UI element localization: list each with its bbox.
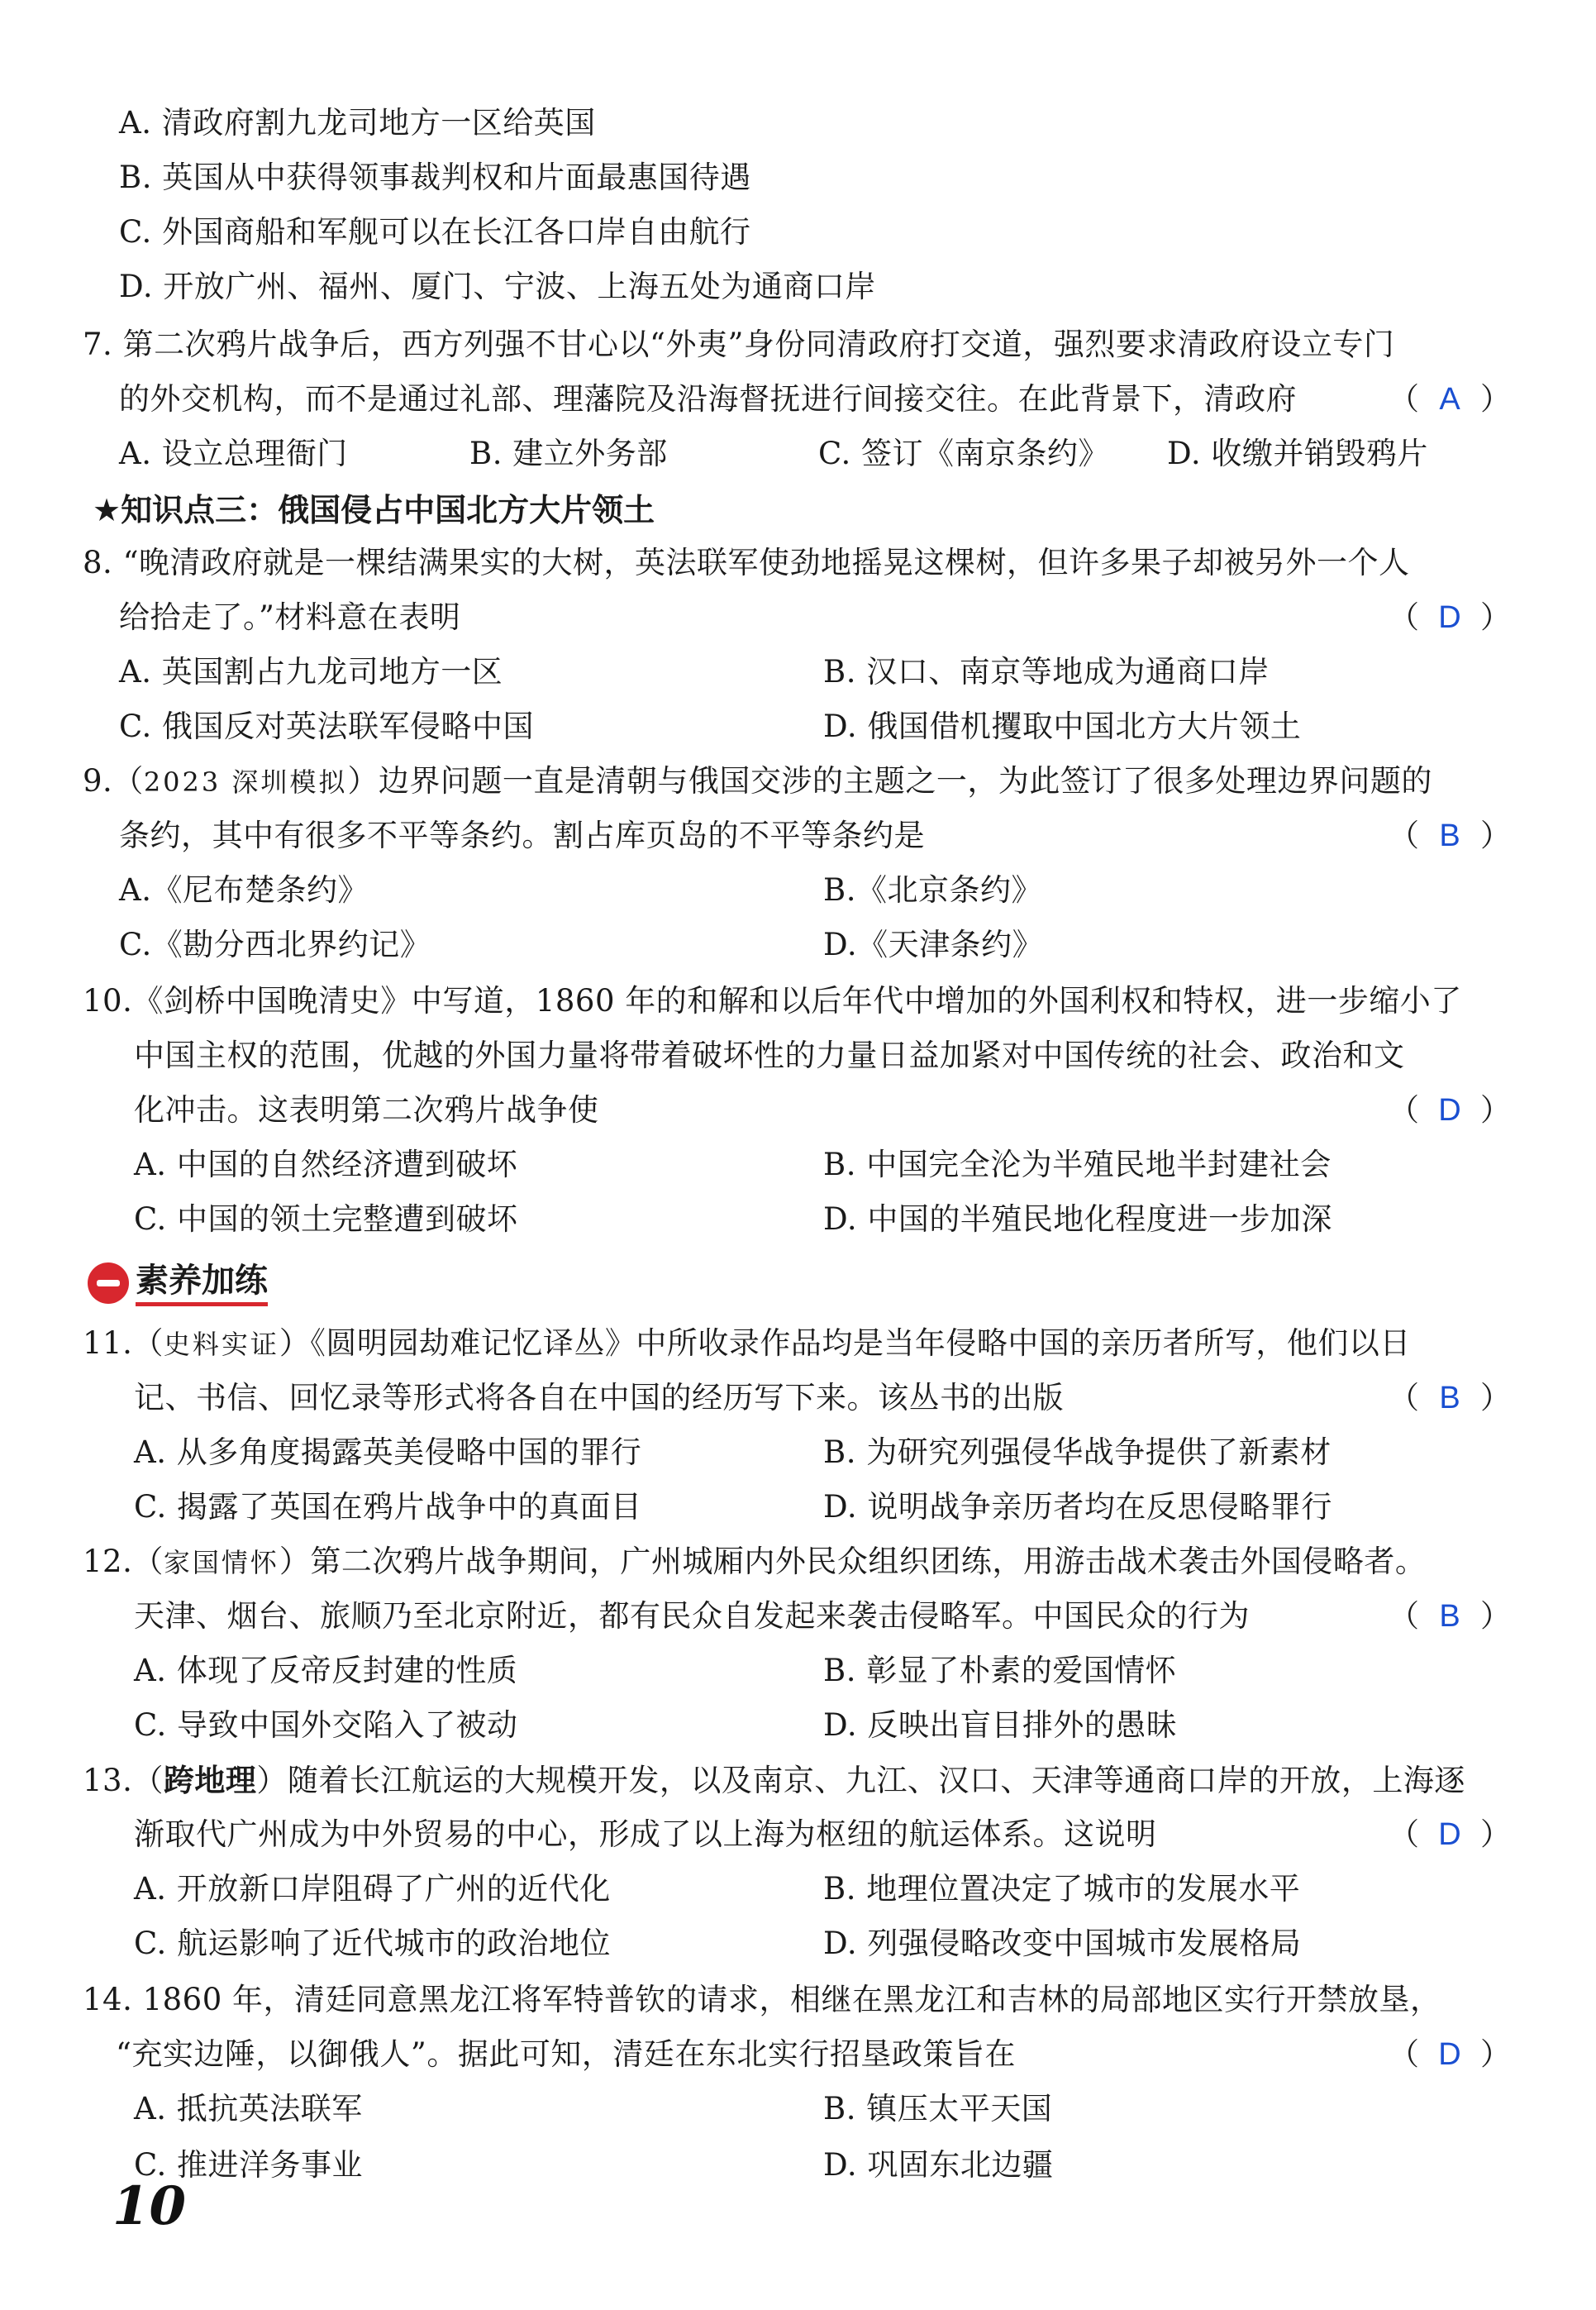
q10-option-c: C. 中国的领土完整遭到破坏 (134, 1201, 518, 1237)
q9-tag: 2023 深圳模拟 (143, 766, 348, 798)
paren-open: （ (1389, 599, 1419, 635)
paren-close: ） (1480, 1092, 1511, 1128)
q12-stem-line1 (83, 1541, 1426, 1583)
q10-stem-line2: 中国主权的范围，优越的外国力量将带着破坏性的力量日益加紧对中国传统的社会、政治和文 (134, 1038, 1405, 1073)
answer-letter: D (1438, 600, 1461, 635)
q11-prefix: 11.（ (83, 1325, 164, 1361)
q14-option-c: C. 推进洋务事业 (134, 2147, 364, 2183)
q11-stem-line1 (83, 1323, 1411, 1365)
paren-open: （ (1389, 1380, 1419, 1415)
section-heading-3: ★知识点三：俄国侵占中国北方大片领土 (93, 492, 655, 528)
q14-option-b: B. 镇压太平天国 (823, 2091, 1053, 2126)
q9-stem-rest: ）边界问题一直是清朝与俄国交涉的主题之一，为此签订了很多处理边界问题的 (347, 763, 1432, 799)
q9-prefix: 9.（ (83, 763, 144, 799)
q9-stem-line2: 条约，其中有很多不平等条约。割占库页岛的不平等条约是 (119, 818, 925, 853)
q14-option-a: A. 抵抗英法联军 (134, 2091, 363, 2126)
page-number: 10 (112, 2175, 187, 2237)
q13-prefix: 13.（ (83, 1763, 164, 1798)
q12-option-a: A. 体现了反帝反封建的性质 (134, 1653, 518, 1688)
q8-option-b: B. 汉口、南京等地成为通商口岸 (823, 654, 1270, 690)
q8-option-d: D. 俄国借机攫取中国北方大片领土 (823, 709, 1302, 744)
q12-tag: 家国情怀 (163, 1547, 279, 1578)
q13-option-a: A. 开放新口岸阻碍了广州的近代化 (134, 1871, 611, 1907)
q9-answer (1389, 815, 1511, 857)
q7-stem-line2: 的外交机构，而不是通过礼部、理藩院及沿海督抚进行间接交往。在此背景下，清政府 (119, 381, 1297, 417)
q8-stem-line2: 给拾走了。”材料意在表明 (119, 599, 461, 635)
q12-option-d: D. 反映出盲目排外的愚昧 (823, 1707, 1178, 1743)
q12-option-c: C. 导致中国外交陷入了被动 (134, 1707, 518, 1743)
q13-tag: 跨地理 (163, 1762, 257, 1798)
q10-stem-line3: 化冲击。这表明第二次鸦片战争使 (134, 1092, 599, 1128)
paren-close: ） (1480, 381, 1511, 417)
q7-option-c: C. 签订《南京条约》 (818, 436, 1110, 471)
paren-open: （ (1389, 2036, 1419, 2072)
q12-prefix: 12.（ (83, 1544, 164, 1579)
q13-stem-line2: 渐取代广州成为中外贸易的中心，形成了以上海为枢纽的航运体系。这说明 (134, 1816, 1157, 1852)
q10-answer (1389, 1090, 1511, 1131)
paren-close: ） (1480, 818, 1511, 853)
paren-close: ） (1480, 1598, 1511, 1634)
paren-open: （ (1389, 381, 1419, 417)
suyang-label: 素养加练 (136, 1261, 268, 1306)
q14-answer (1389, 2034, 1511, 2075)
answer-letter: B (1439, 1599, 1460, 1634)
q6-option-d: D. 开放广州、福州、厦门、宁波、上海五处为通商口岸 (119, 269, 876, 304)
q8-option-c: C. 俄国反对英法联军侵略中国 (119, 709, 535, 744)
answer-letter: A (1439, 382, 1460, 417)
q14-stem-line2: “充实边陲，以御俄人”。据此可知，清廷在东北实行招垦政策旨在 (116, 2036, 1016, 2072)
q7-option-d: D. 收缴并销毁鸦片 (1167, 436, 1428, 471)
q10-option-b: B. 中国完全沦为半殖民地半封建社会 (823, 1147, 1332, 1182)
q9-option-b: B.《北京条约》 (823, 872, 1042, 908)
q14-stem-line1: 14. 1860 年，清廷同意黑龙江将军特普钦的请求，相继在黑龙江和吉林的局部地区实行开禁放垦， (83, 1982, 1441, 2017)
q6-option-a: A. 清政府割九龙司地方一区给英国 (119, 105, 596, 141)
q13-answer (1389, 1814, 1511, 1855)
q6-option-b: B. 英国从中获得领事裁判权和片面最惠国待遇 (119, 160, 751, 195)
q10-option-a: A. 中国的自然经济遭到破坏 (134, 1147, 518, 1182)
q13-stem-line1 (83, 1759, 1465, 1802)
q11-answer (1389, 1377, 1511, 1419)
paren-open: （ (1389, 818, 1419, 853)
q8-answer (1389, 597, 1511, 638)
q8-option-a: A. 英国割占九龙司地方一区 (119, 654, 503, 690)
answer-letter: D (1438, 1093, 1461, 1128)
q13-stem-rest: ）随着长江航运的大规模开发，以及南京、九江、汉口、天津等通商口岸的开放，上海逐 (256, 1763, 1465, 1798)
answer-letter: D (1438, 2037, 1461, 2072)
q7-answer (1389, 379, 1511, 420)
answer-letter: D (1438, 1817, 1461, 1852)
q11-option-d: D. 说明战争亲历者均在反思侵略罪行 (823, 1489, 1332, 1525)
q9-stem-line1 (83, 761, 1432, 803)
q13-option-c: C. 航运影响了近代城市的政治地位 (134, 1926, 612, 1961)
q13-option-d: D. 列强侵略改变中国城市发展格局 (823, 1926, 1302, 1961)
q8-stem-line1: 8. “晚清政府就是一棵结满果实的大树，英法联军使劲地摇晃这棵树，但许多果子却被另外一个人 (83, 545, 1410, 580)
q9-option-a: A.《尼布楚条约》 (119, 872, 369, 908)
answer-letter: B (1439, 819, 1460, 853)
q10-option-d: D. 中国的半殖民地化程度进一步加深 (823, 1201, 1332, 1237)
q7-option-b: B. 建立外务部 (469, 436, 668, 471)
q12-stem-rest: ）第二次鸦片战争期间，广州城厢内外民众组织团练，用游击战术袭击外国侵略者。 (279, 1544, 1427, 1579)
paren-close: ） (1480, 1380, 1511, 1415)
q11-tag: 史料实证 (163, 1329, 279, 1360)
q11-option-c: C. 揭露了英国在鸦片战争中的真面目 (134, 1489, 642, 1525)
paren-close: ） (1480, 2036, 1511, 2072)
q12-stem-line2: 天津、烟台、旅顺乃至北京附近，都有民众自发起来袭击侵略军。中国民众的行为 (134, 1598, 1250, 1634)
q11-stem-line2: 记、书信、回忆录等形式将各自在中国的经历写下来。该丛书的出版 (134, 1380, 1064, 1415)
arrow-icon (88, 1262, 129, 1304)
q13-option-b: B. 地理位置决定了城市的发展水平 (823, 1871, 1301, 1907)
q12-option-b: B. 彰显了朴素的爱国情怀 (823, 1653, 1177, 1688)
q14-option-d: D. 巩固东北边疆 (823, 2147, 1054, 2183)
q7-option-a: A. 设立总理衙门 (119, 436, 348, 471)
q6-option-c: C. 外国商船和军舰可以在长江各口岸自由航行 (119, 214, 751, 250)
q11-option-b: B. 为研究列强侵华战争提供了新素材 (823, 1434, 1332, 1470)
q11-stem-rest: ）《圆明园劫难记忆译丛》中所收录作品均是当年侵略中国的亲历者所写，他们以日 (279, 1325, 1411, 1361)
q9-option-c: C.《勘分西北界约记》 (119, 927, 431, 962)
answer-letter: B (1439, 1381, 1460, 1415)
paren-close: ） (1480, 599, 1511, 635)
paren-open: （ (1389, 1092, 1419, 1128)
paren-close: ） (1480, 1816, 1511, 1852)
q12-answer (1389, 1596, 1511, 1637)
section-heading-suyang (88, 1260, 268, 1306)
q7-stem-line1: 7. 第二次鸦片战争后，西方列强不甘心以“外夷”身份同清政府打交道，强烈要求清政府设立专门 (83, 327, 1395, 362)
q9-option-d: D.《天津条约》 (823, 927, 1044, 962)
q10-stem-line1: 10.《剑桥中国晚清史》中写道，1860 年的和解和以后年代中增加的外国利权和特权，进一步缩小了 (83, 983, 1462, 1019)
q11-option-a: A. 从多角度揭露英美侵略中国的罪行 (134, 1434, 642, 1470)
paren-open: （ (1389, 1816, 1419, 1852)
paren-open: （ (1389, 1598, 1419, 1634)
